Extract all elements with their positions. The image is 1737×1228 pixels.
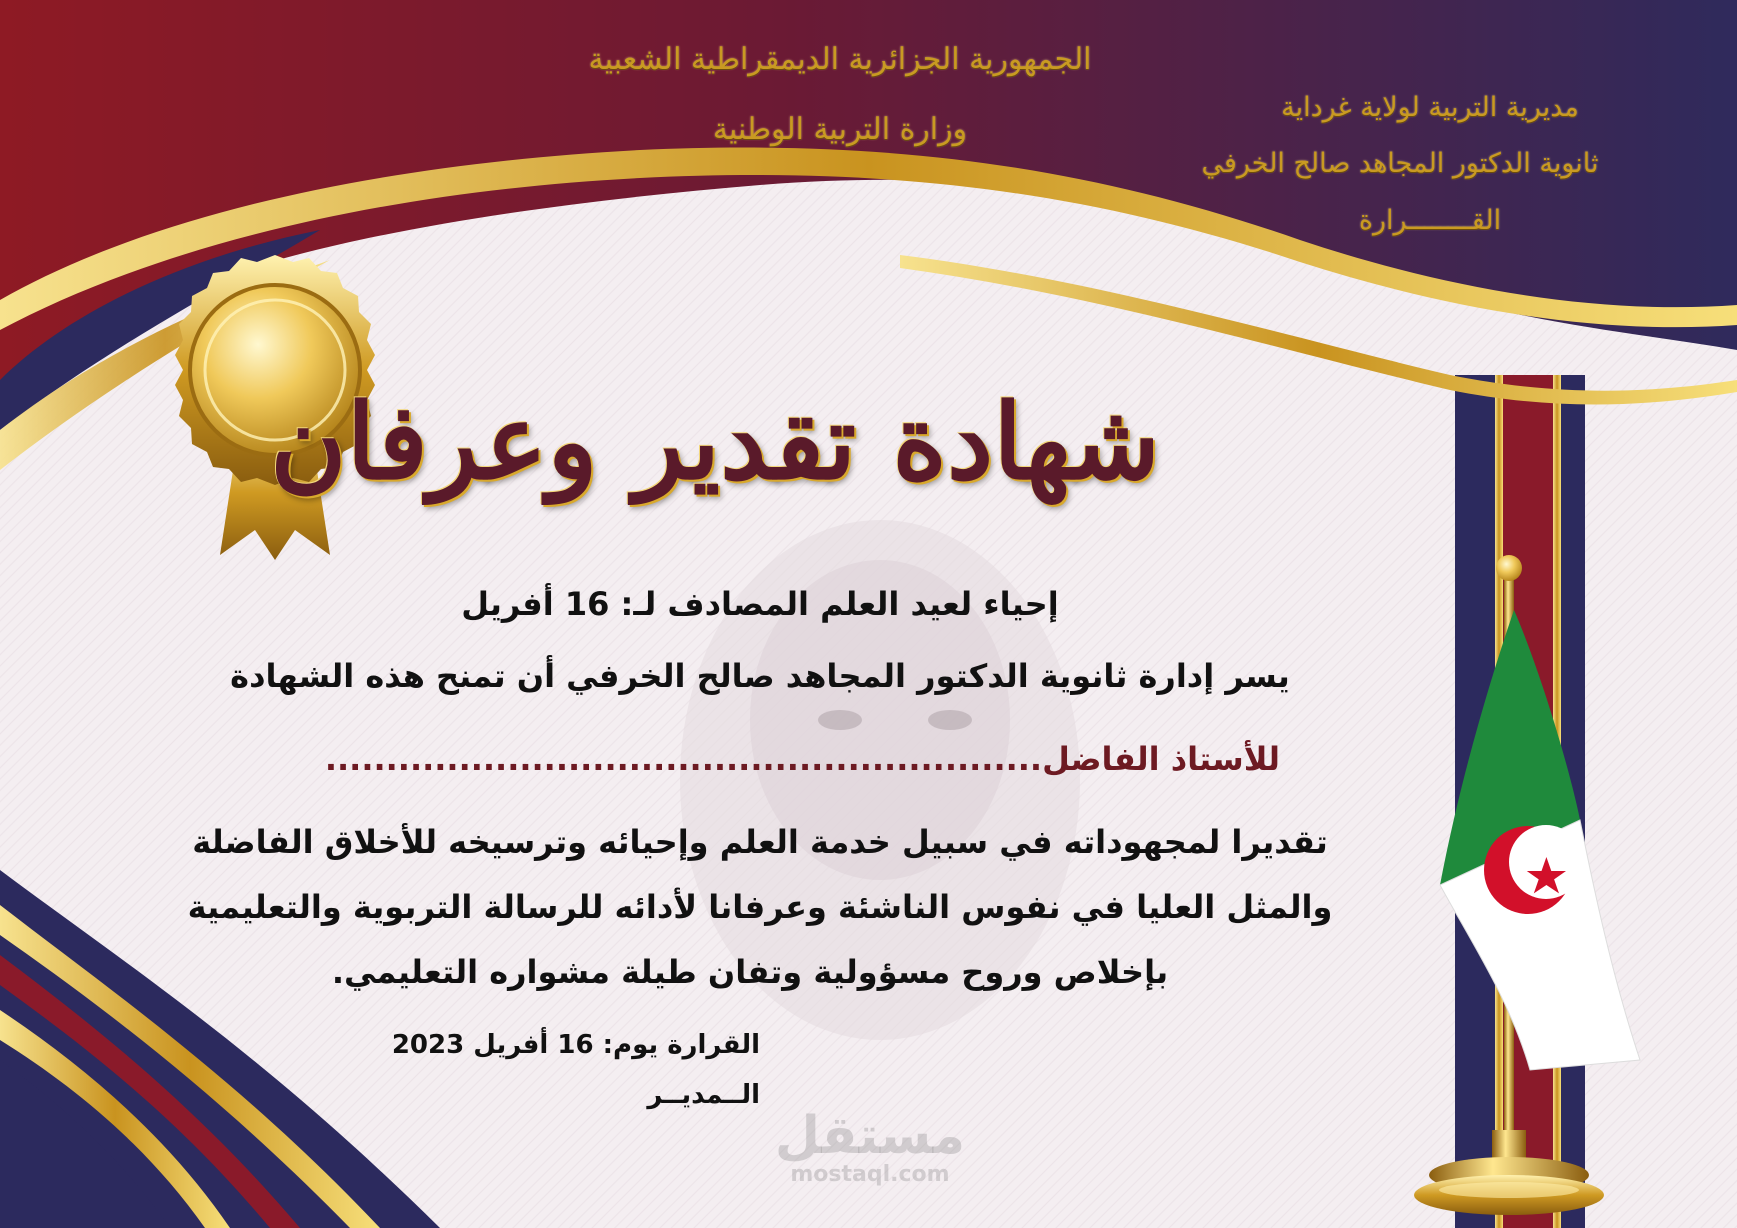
watermark-latin: mostaql.com — [790, 1162, 950, 1187]
republic-heading: الجمهورية الجزائرية الديمقراطية الشعبية — [588, 42, 1092, 77]
certificate-title: شهادة تقدير وعرفان — [270, 380, 1160, 503]
school-heading: ثانوية الدكتور المجاهد صالح الخرفي — [1201, 148, 1599, 179]
occasion-line: إحياء لعيد العلم المصادف لـ: 16 أفريل — [461, 585, 1059, 623]
recipient-line — [240, 740, 1280, 778]
recipient-label: للأستاذ الفاضل — [1042, 740, 1280, 778]
signature-label: الــمديــر — [647, 1080, 760, 1110]
body-line-3: بإخلاص وروح مسؤولية وتفان طيلة مشواره التعليمي. — [331, 953, 1169, 991]
body-line-2: والمثل العليا في نفوس الناشئة وعرفانا لأدائه للرسالة التربوية والتعليمية — [187, 888, 1333, 926]
watermark-arabic: مستقل — [774, 1106, 966, 1166]
algerian-flag-icon — [1400, 550, 1660, 1220]
ministry-heading: وزارة التربية الوطنية — [712, 112, 968, 147]
directorate-heading: مديرية التربية لولاية غرداية — [1281, 92, 1579, 123]
date-line: القرارة يوم: 16 أفريل 2023 — [391, 1030, 760, 1060]
intro-line: يسر إدارة ثانوية الدكتور المجاهد صالح الخرفي أن تمنح هذه الشهادة — [230, 657, 1290, 695]
city-heading: القــــــــرارة — [1358, 205, 1502, 236]
recipient-name-dots: ........................................................... — [324, 740, 1043, 778]
body-line-1: تقديرا لمجهوداته في سبيل خدمة العلم وإحيائه وترسيخه للأخلاق الفاضلة — [192, 823, 1328, 861]
mostaql-watermark — [740, 1106, 1000, 1187]
